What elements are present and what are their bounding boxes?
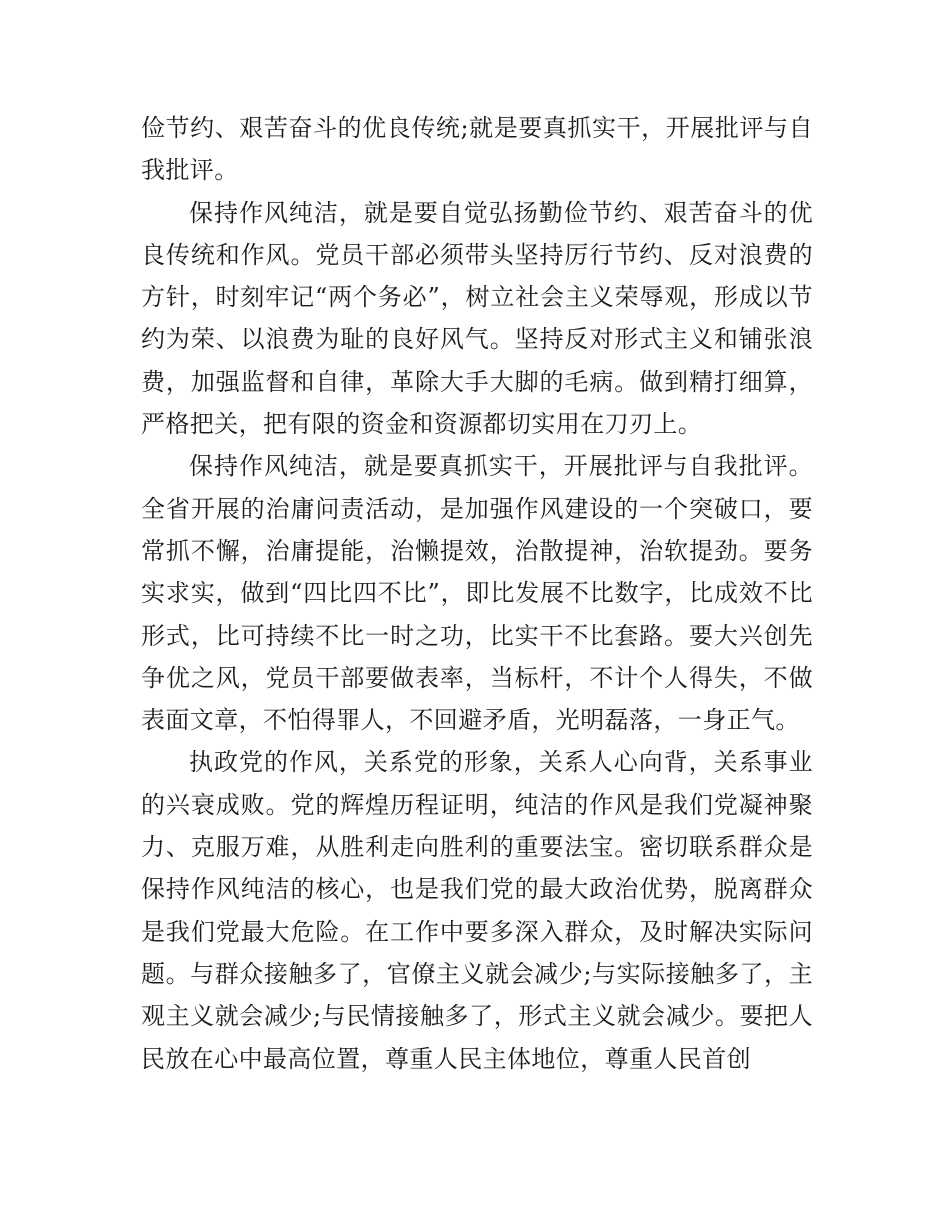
paragraph-party-style: 执政党的作风，关系党的形象，关系人心向背，关系事业的兴衰成败。党的辉煌历程证明，纯洁的作风是我们党凝神聚力、克服万难，从胜利走向胜利的重要法宝。密切联系群众是保持作风纯洁的核心，也是我们党的最大政治优势，脱离群众是我们党最大危险。在工作中要多深入群众，及时解决实际问题。与群众接触多了，官僚主义就会减少;与实际接触多了，主观主义就会减少;与民情接触多了，形式主义就会减少。要把人民放在心中最高位置，尊重人民主体地位，尊重人民首创	[141, 748, 813, 1073]
paragraph-frugality: 保持作风纯洁，就是要自觉弘扬勤俭节约、艰苦奋斗的优良传统和作风。党员干部必须带头坚持厉行节约、反对浪费的方针，时刻牢记“两个务必”，树立社会主义荣辱观，形成以节约为荣、以浪费为耻的良好风气。坚持反对形式主义和铺张浪费，加强监督和自律，革除大手大脚的毛病。做到精打细算，严格把关，把有限的资金和资源都切实用在刀刃上。	[141, 198, 813, 439]
body-text	[141, 107, 813, 1080]
paragraph-hard-work: 保持作风纯洁，就是要真抓实干，开展批评与自我批评。全省开展的治庸问责活动，是加强作风建设的一个突破口，要常抓不懈，治庸提能，治懒提效，治散提神，治软提劲。要务实求实，做到“四比四不比”，即比发展不比数字，比成效不比形式，比可持续不比一时之功，比实干不比套路。要大兴创先争优之风，党员干部要做表率，当标杆，不计个人得失，不做表面文章，不怕得罪人，不回避矛盾，光明磊落，一身正气。	[141, 452, 813, 735]
paragraph-continuation: 俭节约、艰苦奋斗的优良传统;就是要真抓实干，开展批评与自我批评。	[141, 114, 813, 185]
